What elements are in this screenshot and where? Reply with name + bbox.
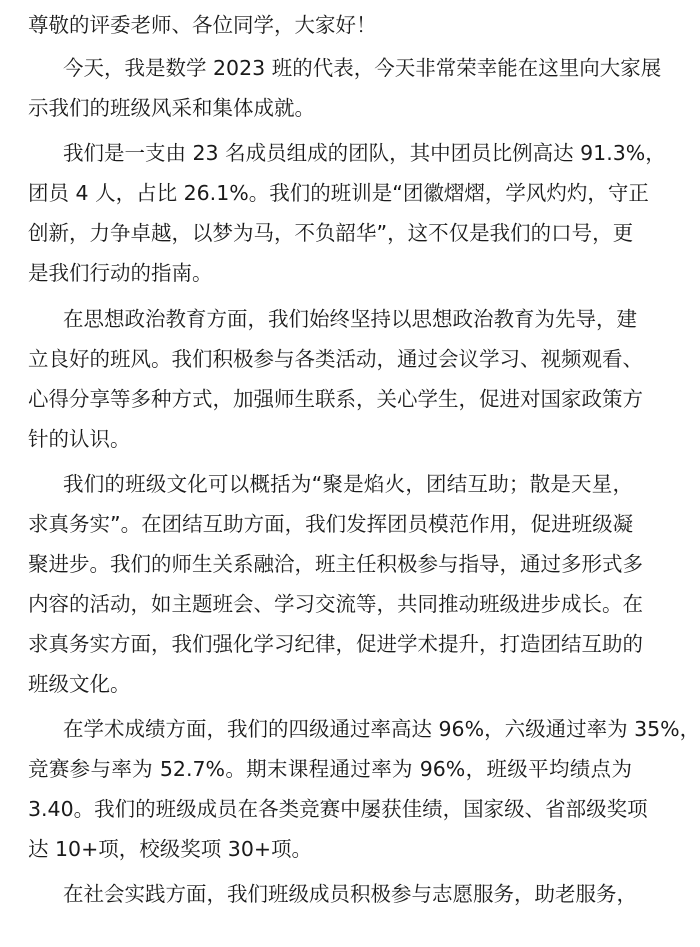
text-line: 团员 4 人，占比 26.1%。我们的班训是“团徽熠熠，学风灼灼，守正: [28, 181, 649, 205]
text-line: 创新，力争卓越，以梦为马，不负韶华”，这不仅是我们的口号，更: [28, 221, 634, 245]
text-line: 立良好的班风。我们积极参与各类活动，通过会议学习、视频观看、: [28, 347, 643, 371]
text-line: 在学术成绩方面，我们的四级通过率高达 96%，六级通过率为 35%，: [63, 717, 700, 741]
text-line: 我们是一支由 23 名成员组成的团队，其中团员比例高达 91.3%，: [63, 141, 666, 165]
text-line-greeting: 尊敬的评委老师、各位同学，大家好！: [28, 13, 377, 37]
text-line: 今天，我是数学 2023 班的代表，今天非常荣幸能在这里向大家展: [63, 56, 662, 80]
text-line: 心得分享等多种方式，加强师生联系，关心学生，促进对国家政策方: [28, 387, 643, 411]
text-line: 聚进步。我们的师生关系融洽，班主任积极参与指导，通过多形式多: [28, 552, 643, 576]
text-line: 竞赛参与率为 52.7%。期末课程通过率为 96%，班级平均绩点为: [28, 757, 632, 781]
text-line: 求真务实”。在团结互助方面，我们发挥团员模范作用，促进班级凝: [28, 512, 634, 536]
text-line: 3.40。我们的班级成员在各类竞赛中屡获佳绩，国家级、省部级奖项: [28, 797, 648, 821]
text-line: 是我们行动的指南。: [28, 261, 213, 285]
text-line: 班级文化。: [28, 672, 131, 696]
text-line: 我们的班级文化可以概括为“聚是焰火，团结互助；散是天星，: [63, 472, 633, 496]
text-line: 求真务实方面，我们强化学习纪律，促进学术提升，打造团结互助的: [28, 632, 643, 656]
text-line: 针的认识。: [28, 427, 131, 451]
text-line: 示我们的班级风采和集体成就。: [28, 96, 315, 120]
text-line: 在社会实践方面，我们班级成员积极参与志愿服务，助老服务，: [63, 882, 637, 906]
text-line: 在思想政治教育方面，我们始终坚持以思想政治教育为先导，建: [63, 307, 637, 331]
text-line: 内容的活动，如主题班会、学习交流等，共同推动班级进步成长。在: [28, 592, 643, 616]
text-line: 达 10+项，校级奖项 30+项。: [28, 837, 313, 861]
